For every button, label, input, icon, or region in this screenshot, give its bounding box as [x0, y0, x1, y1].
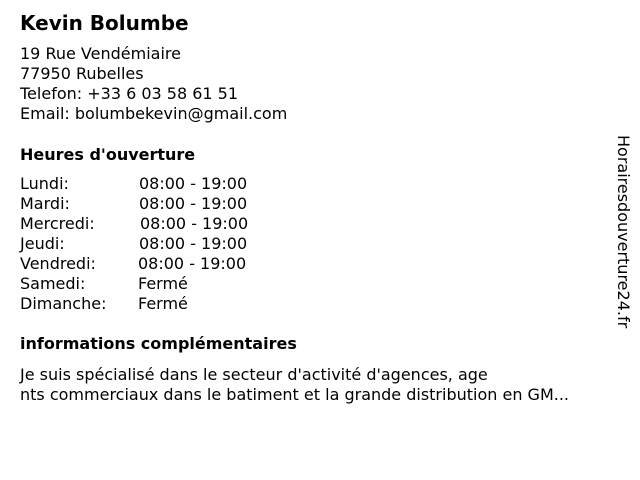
additional-info-heading: informations complémentaires: [20, 334, 297, 353]
site-watermark-text: Horairesdouverture24.fr: [614, 135, 633, 329]
city-postcode: 77950 Rubelles: [20, 64, 144, 83]
hours-row-monday: [20, 174, 320, 194]
street-address: 19 Rue Vendémiaire: [20, 44, 181, 63]
info-line-2: nts commerciaux dans le batiment et la grande distribution en GM...: [20, 385, 570, 404]
hours-row-saturday: [20, 274, 320, 294]
hours-value: 08:00 - 19:00: [139, 174, 248, 193]
additional-info-text: [20, 365, 569, 405]
hours-value: 08:00 - 19:00: [139, 194, 248, 213]
info-line-1: Je suis spécialisé dans le secteur d'activité d'agences, age: [20, 365, 488, 384]
day-label: Mardi:: [20, 194, 70, 213]
day-label: Vendredi:: [20, 254, 96, 273]
hours-row-sunday: [20, 294, 320, 314]
day-label: Lundi:: [20, 174, 69, 193]
hours-row-thursday: [20, 234, 320, 254]
contact-name: Kevin Bolumbe: [20, 11, 189, 35]
day-label: Samedi:: [20, 274, 86, 293]
hours-value: 08:00 - 19:00: [139, 234, 248, 253]
opening-hours-table: [20, 174, 320, 314]
hours-row-tuesday: [20, 194, 320, 214]
hours-row-friday: [20, 254, 320, 274]
day-label: Dimanche:: [20, 294, 107, 313]
hours-value: 08:00 - 19:00: [138, 254, 247, 273]
hours-value: Fermé: [138, 294, 188, 313]
hours-value: Fermé: [138, 274, 188, 293]
hours-row-wednesday: [20, 214, 320, 234]
opening-hours-heading: Heures d'ouverture: [20, 145, 196, 164]
phone-number: Telefon: +33 6 03 58 61 51: [20, 84, 239, 103]
email-address: Email: bolumbekevin@gmail.com: [20, 104, 288, 123]
day-label: Mercredi:: [20, 214, 95, 233]
hours-value: 08:00 - 19:00: [140, 214, 249, 233]
day-label: Jeudi:: [20, 234, 65, 253]
contact-details: [20, 44, 287, 124]
